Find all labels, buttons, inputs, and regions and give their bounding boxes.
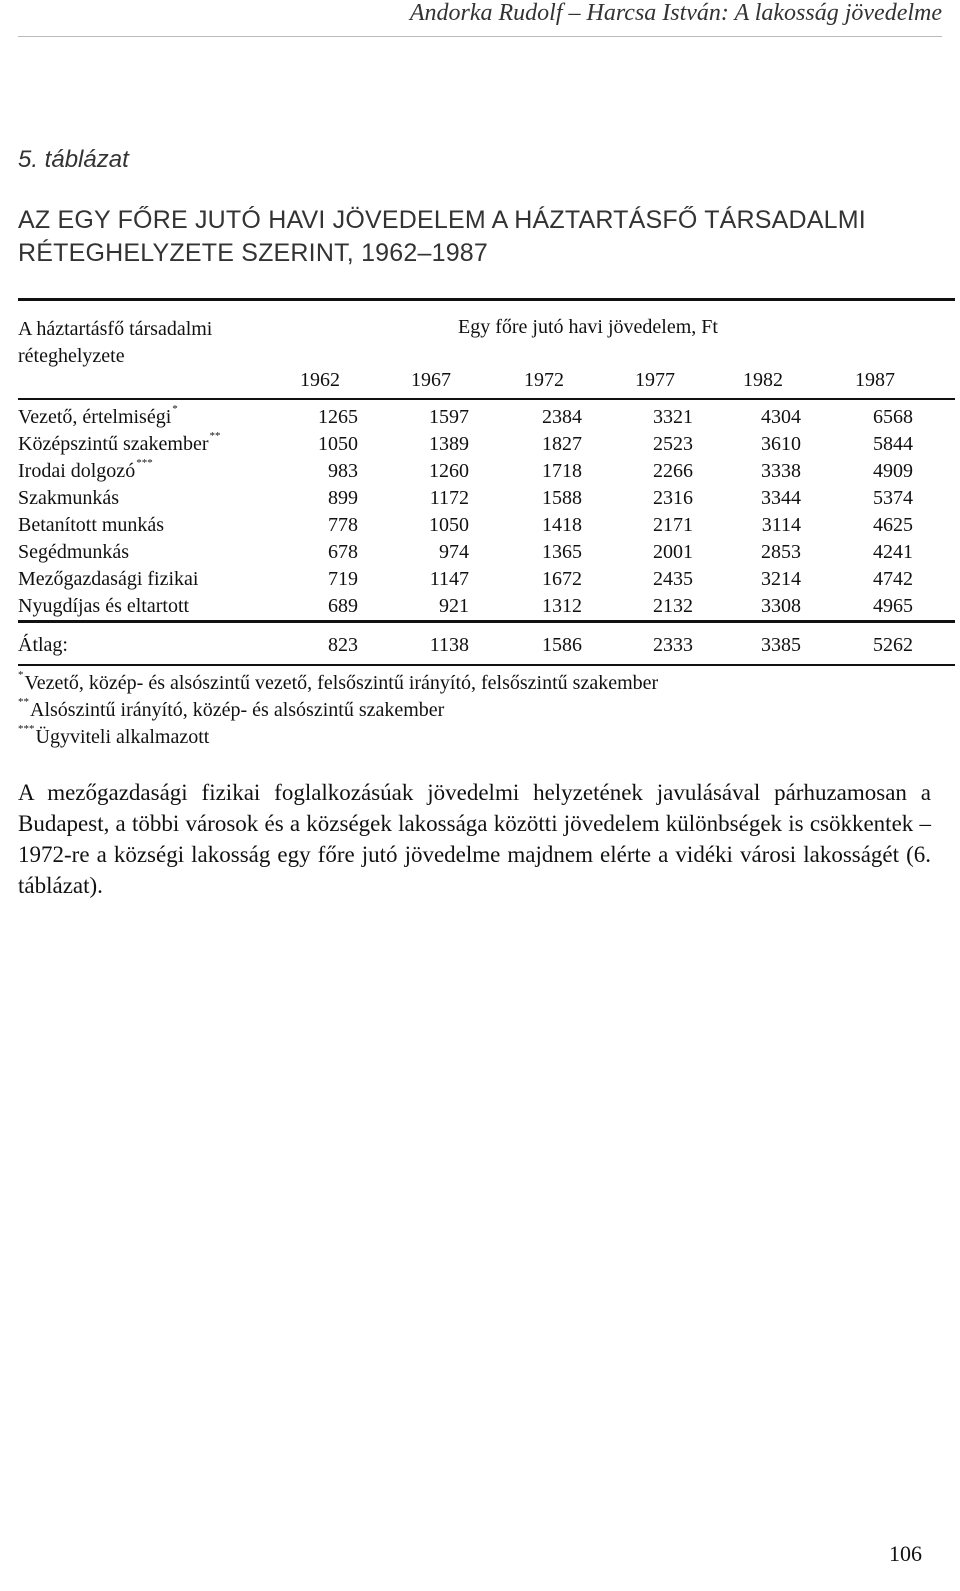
cell-value: 778 [328,514,358,536]
row-label: Középszintű szakember** [18,430,221,455]
cell-value: 3214 [761,568,801,590]
cell-value: 4965 [873,595,913,617]
cell-value: 1312 [542,595,582,617]
row-label: Irodai dolgozó*** [18,457,153,482]
cell-value: 4742 [873,568,913,590]
cell-value: 1827 [542,433,582,455]
table-row [18,430,955,460]
row-label: Vezető, értelmiségi* [18,403,178,428]
cell-value: 3308 [761,595,801,617]
cell-value: 3338 [761,460,801,482]
total-value: 1138 [429,634,469,656]
total-value: 2333 [653,634,693,656]
cell-value: 1147 [429,568,469,590]
cell-value: 3344 [761,487,801,509]
cell-value: 2316 [653,487,693,509]
row-label: Segédmunkás [18,541,130,563]
page-number: 106 [889,1541,922,1566]
table-row [18,541,955,568]
cell-value: 1050 [318,433,358,455]
table-row [18,514,955,541]
cell-value: 1172 [429,487,469,509]
cell-value: 2435 [653,568,693,590]
cell-value: 4241 [873,541,913,563]
table-title: AZ EGY FŐRE JUTÓ HAVI JÖVEDELEM A HÁZTARTÁSFŐ TÁRSADALMI RÉTEGHELYZETE SZERINT, 1962–1987 [18,206,866,267]
row-label: Betanított munkás [18,514,165,536]
cell-value: 1672 [542,568,582,590]
year-header-1982: 1982 [743,369,783,391]
total-rule [18,620,955,623]
cell-value: 899 [328,487,358,509]
year-header-1967: 1967 [411,369,451,391]
table-row [18,403,955,433]
cell-value: 678 [328,541,358,563]
cell-value: 1260 [429,460,469,482]
row-label: Szakmunkás [18,487,120,509]
cell-value: 3321 [653,406,693,428]
cell-value: 4625 [873,514,913,536]
table-number: 5. táblázat [18,146,129,173]
row-label: Nyugdíjas és eltartott [18,595,190,617]
cell-value: 5844 [873,433,913,455]
cell-value: 4304 [761,406,801,428]
header-divider [18,36,942,37]
table-bottom-rule [18,664,955,666]
year-header-1962: 1962 [300,369,340,391]
cell-value: 4909 [873,460,913,482]
table-row [18,568,955,595]
total-value: 1586 [542,634,582,656]
total-value: 823 [328,634,358,656]
year-header-1977: 1977 [635,369,675,391]
column-group-header: Egy főre jutó havi jövedelem, Ft [458,316,718,338]
table-row [18,487,955,514]
cell-value: 983 [328,460,358,482]
cell-value: 974 [439,541,469,563]
running-header: Andorka Rudolf – Harcsa István: A lakosság jövedelme [409,0,942,26]
footnote: **Alsószintű irányító, közép- és alsószintű szakember [18,696,445,721]
cell-value: 2132 [653,595,693,617]
year-header-1987: 1987 [855,369,895,391]
cell-value: 1365 [542,541,582,563]
cell-value: 1418 [542,514,582,536]
table-row [18,457,955,487]
cell-value: 2001 [653,541,693,563]
cell-value: 1588 [542,487,582,509]
cell-value: 719 [328,568,358,590]
footnote: ***Ügyviteli alkalmazott [18,723,210,748]
cell-value: 1718 [542,460,582,482]
cell-value: 921 [439,595,469,617]
total-label: Átlag: [18,634,68,656]
cell-value: 6568 [873,406,913,428]
cell-value: 1597 [429,406,469,428]
row-label: Mezőgazdasági fizikai [18,568,199,590]
row-header: A háztartásfő társadalmi réteghelyzete [18,318,213,367]
year-header-1972: 1972 [524,369,564,391]
cell-value: 1050 [429,514,469,536]
table-row [18,595,955,622]
cell-value: 2171 [653,514,693,536]
cell-value: 2266 [653,460,693,482]
body-paragraph: A mezőgazdasági fizikai foglalkozásúak jövedelmi helyzetének javulásával párhuzamosan a Budapest, a többi városok és a községek lakossága közötti jövedelem különbségek is csökkentek – 1972-re a községi lakosság egy főre jutó jövedelme majdnem elérte a vidéki városi lakosságét (6. táblázat). [18,780,931,898]
cell-value: 3114 [761,514,801,536]
footnote: *Vezető, közép- és alsószintű vezető, felsőszintű irányító, felsőszintű szakember [18,669,659,694]
total-value: 3385 [761,634,801,656]
cell-value: 689 [328,595,358,617]
cell-value: 3610 [761,433,801,455]
total-row [18,634,955,661]
cell-value: 5374 [873,487,913,509]
cell-value: 2523 [653,433,693,455]
total-value: 5262 [873,634,913,656]
table-top-rule [18,298,955,301]
cell-value: 2384 [542,406,582,428]
cell-value: 2853 [761,541,801,563]
cell-value: 1265 [318,406,358,428]
cell-value: 1389 [429,433,469,455]
header-rule [18,398,955,400]
